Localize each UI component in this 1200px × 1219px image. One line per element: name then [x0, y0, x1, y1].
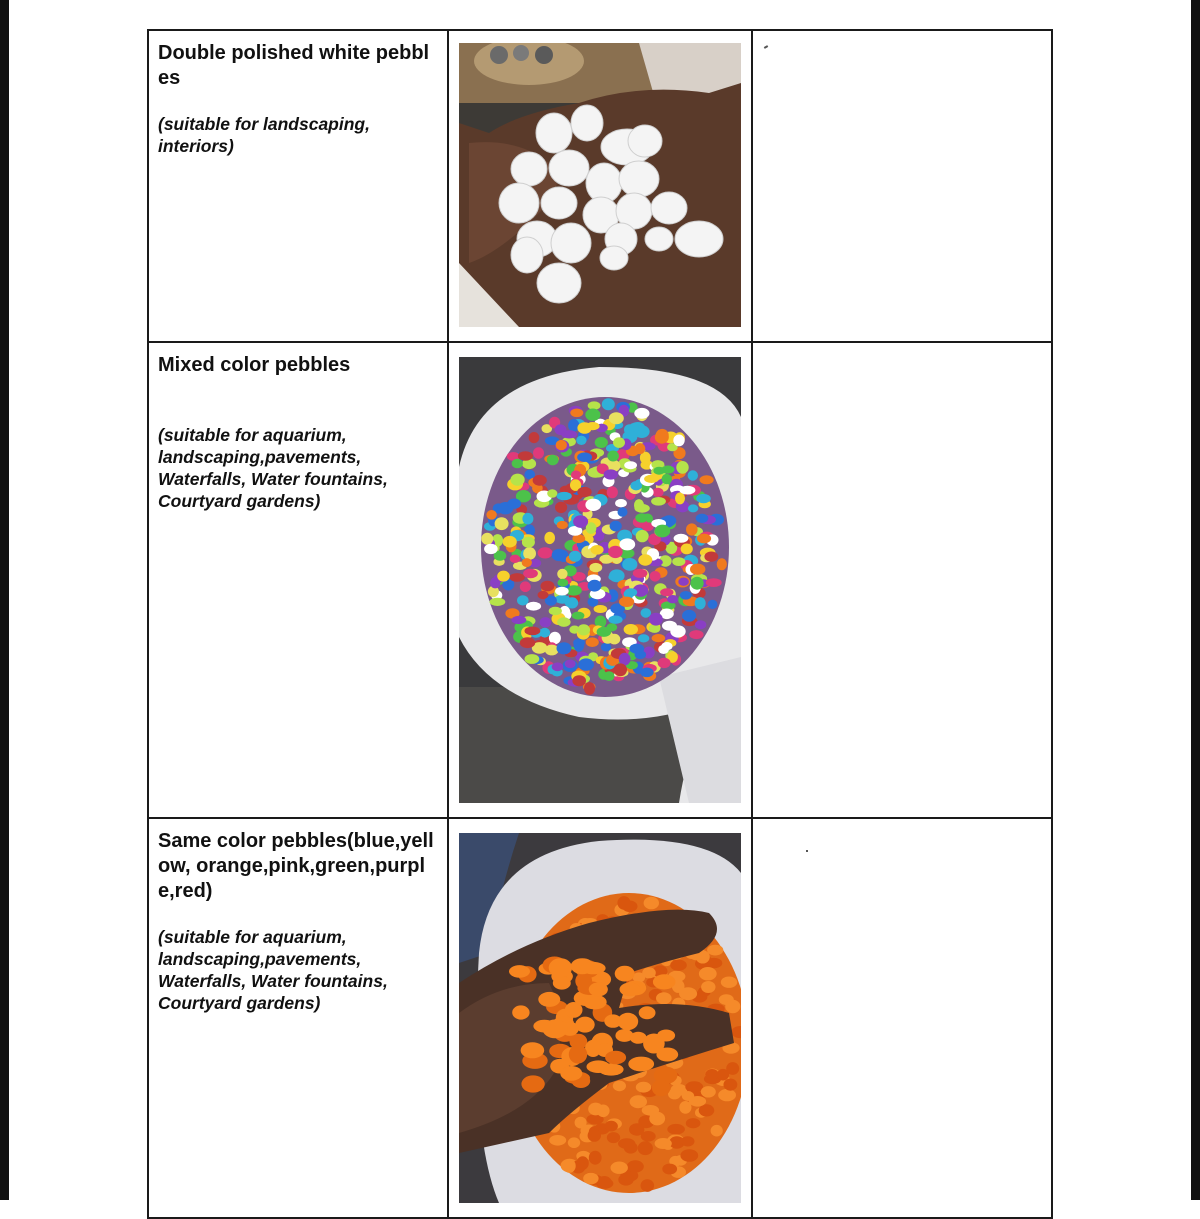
- pebble-mark: [585, 499, 601, 511]
- pebble-mark: [718, 1089, 736, 1101]
- pebble-mark: [549, 1135, 566, 1146]
- pebble-mark: [560, 1066, 582, 1081]
- pebble-mark: [577, 624, 590, 635]
- pebble-mark: [667, 595, 678, 603]
- pebble-mark: [685, 1081, 703, 1092]
- pebble-mark: [673, 435, 684, 447]
- pebble-mark: [556, 440, 567, 450]
- pebble-mark: [581, 962, 606, 974]
- pebble-mark: [522, 537, 535, 548]
- description-cell: [148, 30, 448, 342]
- pebble-mark: [649, 1112, 665, 1126]
- pebble-mark: [633, 569, 648, 578]
- pebble-mark: [672, 557, 685, 566]
- table-row: [148, 818, 1052, 1218]
- pebble-mark: [607, 451, 619, 462]
- pebble-mark: [608, 546, 623, 558]
- pebble-mark: [586, 637, 599, 647]
- pebble-mark: [541, 581, 555, 592]
- pebble-mark: [678, 578, 689, 586]
- pebble-mark: [599, 1063, 624, 1075]
- pebble-mark: [572, 675, 586, 686]
- pebble-mark: [622, 558, 637, 571]
- pebble-mark: [681, 544, 693, 555]
- pebble-mark: [575, 1117, 587, 1129]
- pebble-mark: [696, 494, 711, 503]
- pebble-mark: [604, 469, 618, 479]
- table-row: [148, 342, 1052, 818]
- pebble-mark: [697, 534, 711, 544]
- product-usage-note: (suitable for aquarium, landscaping,pavements, Waterfalls, Water fountains, Courtyard gardens): [158, 927, 388, 1013]
- pebble-mark: [555, 502, 567, 513]
- pebble-mark: [589, 563, 602, 572]
- pebble-mark: [486, 510, 496, 520]
- pebble-mark: [624, 624, 638, 635]
- pebble-mark: [682, 610, 696, 622]
- pebble-mark: [570, 409, 583, 418]
- pebble-mark: [547, 489, 557, 498]
- pebble-mark: [625, 588, 637, 596]
- pebble-mark: [605, 1051, 626, 1065]
- pebble-mark: [509, 965, 530, 978]
- pebble-mark: [597, 627, 612, 637]
- pebble-mark: [705, 1069, 719, 1080]
- pebble-mark: [707, 945, 723, 956]
- pebble-mark: [553, 976, 571, 989]
- pebble-mark: [724, 1079, 738, 1091]
- pebble-mark: [557, 492, 572, 500]
- pebble-mark: [557, 642, 572, 654]
- pebble-mark: [526, 602, 541, 611]
- pebble-mark: [688, 504, 698, 512]
- pebble-mark: [512, 1005, 529, 1019]
- pebble-mark: [704, 552, 718, 562]
- pebble-mark: [629, 644, 644, 654]
- pebble-mark: [675, 492, 685, 504]
- pebble-mark: [588, 580, 602, 592]
- pebble-mark: [538, 591, 549, 599]
- image-cell: [448, 818, 752, 1218]
- pebble-mark: [568, 1137, 580, 1148]
- pebble-mark: [588, 401, 601, 409]
- pebble-mark: [617, 896, 630, 910]
- pebble-mark: [521, 1075, 544, 1092]
- pebble-mark: [547, 455, 559, 466]
- pebble-mark: [689, 1096, 706, 1107]
- pebble-mark: [523, 547, 536, 560]
- empty-cell: [752, 818, 1052, 1218]
- pebble-mark: [594, 605, 608, 613]
- pebble-mark: [589, 982, 608, 996]
- pebble-mark: [549, 632, 561, 644]
- pebble-mark: [540, 617, 552, 627]
- pebble-mark: [542, 1020, 567, 1039]
- pebble-mark: [509, 573, 525, 582]
- pebble-mark: [609, 412, 624, 424]
- pebble-mark: [525, 654, 540, 664]
- pebble-mark: [549, 607, 562, 615]
- pebble-mark: [667, 1124, 685, 1135]
- pebble-mark: [584, 682, 595, 695]
- pebble-mark: [557, 521, 568, 529]
- pebble-mark: [686, 523, 698, 535]
- pebble-mark: [679, 486, 695, 495]
- pebble-mark: [557, 569, 567, 579]
- pebble-mark: [604, 671, 615, 681]
- pebble-mark: [701, 981, 715, 993]
- pebble-mark: [656, 992, 672, 1004]
- pebble-mark: [655, 525, 671, 538]
- pebble-mark: [635, 513, 648, 522]
- pebble-mark: [538, 547, 553, 558]
- product-title: Same color pebbles(blue,yellow, orange,pink,green,purple,red): [158, 830, 434, 902]
- empty-cell: [752, 342, 1052, 818]
- pebble-mark: [490, 598, 506, 606]
- pebble-mark: [585, 409, 600, 421]
- pebble-mark: [521, 1042, 545, 1058]
- pebble-mark: [569, 551, 581, 562]
- pebble-mark: [573, 515, 588, 528]
- pebble-mark: [700, 475, 714, 484]
- pebble-mark: [695, 620, 706, 629]
- pebble-mark: [686, 1118, 701, 1128]
- pebble-mark: [577, 487, 591, 497]
- pebble-mark: [512, 616, 527, 624]
- pebble-mark: [591, 545, 604, 555]
- pebble-mark: [708, 600, 718, 609]
- pebble-mark: [670, 960, 687, 971]
- pebble-mark: [630, 481, 642, 490]
- pebble-mark: [628, 1057, 654, 1072]
- pebble-mark: [602, 398, 615, 410]
- product-usage-note: (suitable for aquarium, landscaping,pavements, Waterfalls, Water fountains, Courtyard gardens): [158, 425, 388, 511]
- pebble-mark: [544, 532, 555, 544]
- pebble-mark: [679, 987, 697, 1000]
- pebble-mark: [652, 488, 663, 497]
- pebble-mark: [520, 637, 535, 648]
- pebble-mark: [660, 588, 673, 596]
- pebble-mark: [583, 1173, 598, 1185]
- pebble-mark: [533, 447, 544, 459]
- pebble-mark: [711, 1125, 723, 1137]
- pebble-mark: [578, 658, 594, 670]
- pebble-mark: [529, 432, 540, 443]
- pebble-mark: [608, 616, 622, 624]
- pebble-mark: [662, 621, 677, 631]
- pebble-mark: [638, 554, 652, 565]
- pebble-mark: [533, 475, 547, 486]
- pebble-mark: [511, 474, 525, 486]
- pebble-mark: [552, 549, 567, 561]
- pebble-mark: [538, 992, 560, 1007]
- pebble-mark: [658, 658, 671, 668]
- pebble-mark: [653, 467, 664, 475]
- pebble-mark: [589, 1151, 602, 1165]
- pebble-mark: [641, 1179, 655, 1192]
- pebble-mark: [615, 499, 627, 507]
- pebble-mark: [680, 591, 692, 600]
- image-cell: [448, 30, 752, 342]
- pebble-mark: [611, 1162, 628, 1174]
- pebble-mark: [571, 470, 581, 479]
- pebble-mark: [662, 474, 672, 484]
- pebble-mark: [576, 436, 586, 445]
- pebble-mark: [607, 1132, 620, 1143]
- pebble-mark: [618, 507, 628, 517]
- pebble-mark: [572, 612, 585, 620]
- pebble-mark: [717, 558, 727, 570]
- pebble-mark: [609, 634, 621, 645]
- pebble-mark: [661, 642, 672, 650]
- pebble-mark: [624, 461, 637, 469]
- pebble-mark: [595, 437, 608, 448]
- pebble-mark: [655, 431, 669, 444]
- pebble-mark: [522, 513, 533, 525]
- pebble-mark: [627, 1160, 644, 1172]
- pebble-mark: [565, 660, 576, 669]
- image-cell: [448, 342, 752, 818]
- pebble-mark: [639, 1006, 656, 1019]
- stray-mark: [806, 850, 808, 852]
- pebble-mark: [680, 1149, 698, 1162]
- pebble-mark: [640, 668, 653, 678]
- pebble-mark: [644, 897, 659, 910]
- pebble-mark: [607, 486, 618, 498]
- pebble-mark: [495, 517, 509, 530]
- pebble-mark: [583, 995, 607, 1010]
- pebble-mark: [721, 977, 737, 988]
- pebble-mark: [588, 1129, 601, 1142]
- pebble-mark: [636, 1082, 651, 1093]
- pebble-mark: [676, 461, 688, 474]
- pebble-mark: [597, 1176, 612, 1188]
- pebble-mark: [630, 1095, 647, 1108]
- pebble-mark: [618, 1138, 635, 1149]
- pebble-mark: [552, 662, 564, 671]
- pebble-mark: [690, 564, 705, 575]
- pebble-mark: [569, 1045, 587, 1064]
- left-edge-border: [0, 0, 9, 1200]
- pebble-mark: [638, 1141, 653, 1155]
- pebble-mark: [568, 419, 579, 432]
- pebble-mark: [601, 643, 611, 652]
- pebble-mark: [619, 538, 635, 550]
- pebble-mark: [701, 1086, 716, 1097]
- pebble-mark: [597, 1105, 610, 1118]
- pebble-mark: [561, 430, 577, 438]
- pebble-mark: [635, 443, 646, 454]
- pebble-mark: [681, 1136, 695, 1146]
- pebble-mark: [725, 1000, 740, 1013]
- pebble-mark: [649, 613, 663, 626]
- pebble-mark: [657, 1030, 675, 1042]
- pebble-mark: [691, 577, 704, 590]
- pebble-mark: [652, 634, 666, 642]
- pebble-mark: [629, 1123, 644, 1135]
- pebble-mark: [503, 536, 517, 548]
- pebble-mark: [638, 634, 649, 642]
- orange-pebbles-photo: [459, 833, 741, 1203]
- pebble-mark: [652, 1079, 671, 1096]
- pebble-mark: [523, 569, 538, 578]
- white-pebbles-photo: [459, 43, 741, 327]
- pebble-mark: [510, 555, 521, 563]
- pebble-mark: [610, 521, 622, 532]
- product-table: [147, 29, 1053, 1219]
- pebble-mark: [484, 544, 498, 554]
- pebble-mark: [615, 966, 635, 982]
- pebble-mark: [688, 470, 698, 480]
- pebble-mark: [634, 408, 649, 419]
- pebble-mark: [696, 514, 709, 523]
- pebble-mark: [517, 595, 529, 605]
- pebble-mark: [557, 617, 570, 627]
- pebble-mark: [608, 573, 623, 582]
- pebble-mark: [689, 630, 703, 639]
- pebble-mark: [636, 530, 649, 542]
- pebble-mark: [653, 974, 676, 989]
- pebble-mark: [574, 639, 585, 652]
- description-cell: [148, 818, 448, 1218]
- pebble-mark: [565, 1002, 583, 1018]
- pebble-mark: [642, 967, 656, 978]
- pebble-mark: [650, 571, 661, 582]
- pebble-mark: [540, 628, 551, 638]
- table-row: [148, 30, 1052, 342]
- pebble-mark: [614, 663, 627, 676]
- pebble-mark: [620, 983, 641, 997]
- mixed-color-pebbles-photo: [459, 357, 741, 803]
- pebble-mark: [522, 558, 532, 567]
- pebble-mark: [549, 958, 572, 977]
- pebble-mark: [555, 587, 569, 596]
- pebble-mark: [525, 627, 541, 636]
- pebble-mark: [618, 1013, 639, 1030]
- pebble-mark: [605, 1121, 618, 1132]
- product-usage-note: (suitable for landscaping, interiors): [158, 114, 370, 156]
- pebble-mark: [674, 534, 689, 543]
- pebble-mark: [577, 452, 592, 462]
- pebble-mark: [520, 581, 531, 592]
- pebble-mark: [695, 597, 706, 609]
- empty-cell: [752, 30, 1052, 342]
- pebble-mark: [518, 451, 533, 461]
- pebble-mark: [558, 579, 569, 587]
- pebble-mark: [613, 1081, 626, 1092]
- right-edge-border: [1191, 0, 1200, 1200]
- product-title: Double polished white pebbles: [158, 42, 430, 89]
- pebble-mark: [512, 459, 523, 469]
- pebble-mark: [619, 597, 634, 607]
- pebble-mark: [507, 499, 521, 509]
- pebble-mark: [577, 422, 591, 434]
- pebble-mark: [563, 1159, 575, 1173]
- description-cell: [148, 342, 448, 818]
- pebble-mark: [662, 1164, 677, 1175]
- pebble-mark: [545, 645, 559, 656]
- pebble-mark: [641, 608, 652, 618]
- pebble-mark: [699, 967, 717, 980]
- pebble-mark: [566, 597, 578, 608]
- pebble-mark: [481, 533, 493, 545]
- pebble-mark: [613, 437, 625, 448]
- pebble-mark: [634, 504, 649, 513]
- pebble-mark: [497, 571, 510, 582]
- pebble-mark: [651, 497, 666, 506]
- product-title: Mixed color pebbles: [158, 354, 351, 376]
- pebble-mark: [644, 475, 659, 483]
- pebble-mark: [706, 578, 722, 587]
- pebble-mark: [655, 1138, 672, 1149]
